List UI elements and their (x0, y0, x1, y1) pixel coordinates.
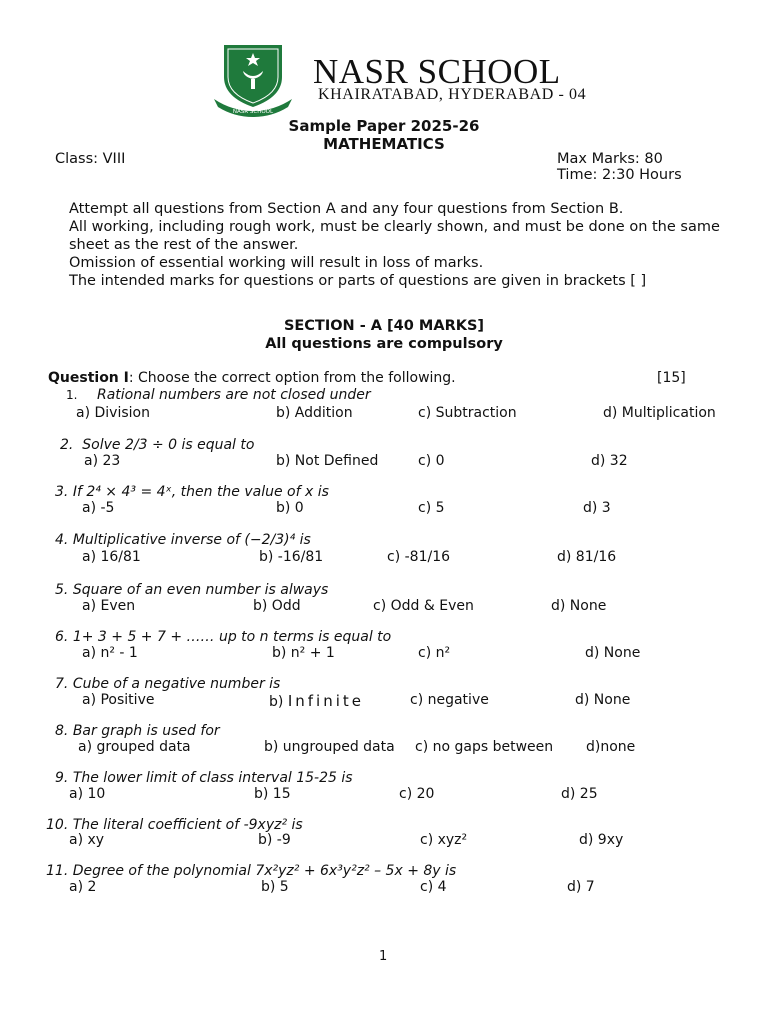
question-item (55, 629, 391, 645)
option-d: d) 7 (567, 879, 595, 895)
option-c: c) no gaps between (415, 739, 554, 755)
option-b: b) 15 (254, 786, 291, 802)
option-d: d) 81/16 (557, 549, 617, 565)
question-number: 8. (55, 723, 69, 739)
option-b: b) ungrouped data (264, 739, 395, 755)
question-number: 2. (60, 437, 74, 453)
question-text: If 2⁴ × 4³ = 4ˣ, then the value of x is (72, 484, 329, 500)
section-subtitle: All questions are compulsory (265, 336, 503, 352)
question-number: 10. (46, 817, 69, 833)
option-b: b) 5 (261, 879, 289, 895)
option-d: d) None (551, 598, 607, 614)
option-b (269, 692, 364, 710)
question-text: Cube of a negative number is (72, 676, 281, 692)
option-c: c) -81/16 (387, 549, 451, 565)
question-label: Question I (48, 370, 129, 386)
option-c: c) Subtraction (418, 405, 517, 421)
question-instruction: : Choose the correct option from the following. (128, 370, 456, 386)
instruction-1: Attempt all questions from Section A and any four questions from Section B. (69, 201, 624, 217)
question-marks: [15] (657, 370, 686, 386)
option-d: d) 32 (591, 453, 628, 469)
option-a: a) n² - 1 (82, 645, 138, 661)
question-item (55, 676, 280, 692)
option-d: d)none (586, 739, 636, 755)
school-name: NASR SCHOOL (313, 52, 561, 91)
question-item (55, 723, 220, 739)
option-b-value: Infinite (287, 692, 364, 710)
option-b: b) -16/81 (259, 549, 324, 565)
option-c: c) xyz² (420, 832, 468, 848)
question-item (55, 484, 329, 500)
option-c: c) 20 (399, 786, 435, 802)
section-title: SECTION - A [40 MARKS] (283, 318, 485, 334)
question-text: 1+ 3 + 5 + 7 + …… up to n terms is equal to (72, 629, 392, 645)
option-a: a) grouped data (78, 739, 191, 755)
time-allowed: Time: 2:30 Hours (557, 167, 682, 183)
option-a: a) xy (69, 832, 105, 848)
school-crest-icon (212, 41, 294, 117)
question-text: Bar graph is used for (72, 723, 220, 739)
option-d: d) None (575, 692, 631, 708)
option-d: d) 9xy (579, 832, 624, 848)
option-a: a) -5 (82, 500, 115, 516)
question-number: 5. (55, 582, 69, 598)
option-a: a) Even (82, 598, 136, 614)
option-b: b) -9 (258, 832, 291, 848)
question-item (55, 532, 311, 548)
option-c: c) n² (418, 645, 451, 661)
question-text: Multiplicative inverse of (−2/3)⁴ is (72, 532, 311, 548)
option-c: c) 0 (418, 453, 445, 469)
option-c: c) Odd & Even (373, 598, 474, 614)
instruction-3: Omission of essential working will result in loss of marks. (69, 255, 484, 271)
question-number: 1. (66, 388, 78, 402)
option-b-label: b) (269, 694, 284, 710)
logo-banner-text: NASR SCHOOL (232, 109, 274, 115)
page-number: 1 (379, 949, 388, 964)
question-item (46, 817, 303, 833)
question-text: Solve 2/3 ÷ 0 is equal to (82, 437, 255, 453)
option-c: c) 5 (418, 500, 445, 516)
question-item (60, 437, 254, 453)
option-d: d) None (585, 645, 641, 661)
option-c: c) 4 (420, 879, 447, 895)
school-address: KHAIRATABAD, HYDERABAD - 04 (318, 86, 587, 103)
option-a: a) 16/81 (82, 549, 141, 565)
question-number: 6. (55, 629, 69, 645)
instruction-4: The intended marks for questions or parts of questions are given in brackets [ ] (69, 273, 647, 289)
paper-title: Sample Paper 2025-26 (288, 117, 480, 135)
question-item (55, 770, 353, 786)
question-item (46, 863, 456, 879)
school-logo (212, 41, 294, 117)
question-heading (48, 370, 456, 386)
option-b: b) Odd (253, 598, 301, 614)
question-text: Rational numbers are not closed under (97, 387, 371, 403)
question-number: 3. (55, 484, 69, 500)
question-item (55, 582, 328, 598)
option-b: b) Addition (276, 405, 353, 421)
question-number: 4. (55, 532, 69, 548)
question-text: Degree of the polynomial 7x²yz² + 6x³y²z² – 5x + 8y is (72, 863, 457, 879)
question-text: The literal coefficient of -9xyz² is (72, 817, 303, 833)
option-b: b) n² + 1 (272, 645, 335, 661)
option-d: d) 3 (583, 500, 611, 516)
instruction-2: All working, including rough work, must be clearly shown, and must be done on the same sheet as the rest of the answer. (69, 219, 720, 253)
option-a: a) 10 (69, 786, 106, 802)
option-c: c) negative (410, 692, 489, 708)
question-number: 11. (46, 863, 69, 879)
option-b: b) Not Defined (276, 453, 379, 469)
option-d: d) Multiplication (603, 405, 716, 421)
option-a: a) 23 (84, 453, 121, 469)
option-a: a) Division (76, 405, 150, 421)
question-text: Square of an even number is always (72, 582, 329, 598)
option-b: b) 0 (276, 500, 304, 516)
option-a: a) 2 (69, 879, 97, 895)
question-text: The lower limit of class interval 15-25 is (72, 770, 353, 786)
subject-title: MATHEMATICS (323, 135, 445, 153)
class-label: Class: VIII (55, 151, 126, 167)
option-d: d) 25 (561, 786, 598, 802)
option-a: a) Positive (82, 692, 155, 708)
question-number: 7. (55, 676, 69, 692)
max-marks: Max Marks: 80 (557, 151, 663, 167)
question-number: 9. (55, 770, 69, 786)
